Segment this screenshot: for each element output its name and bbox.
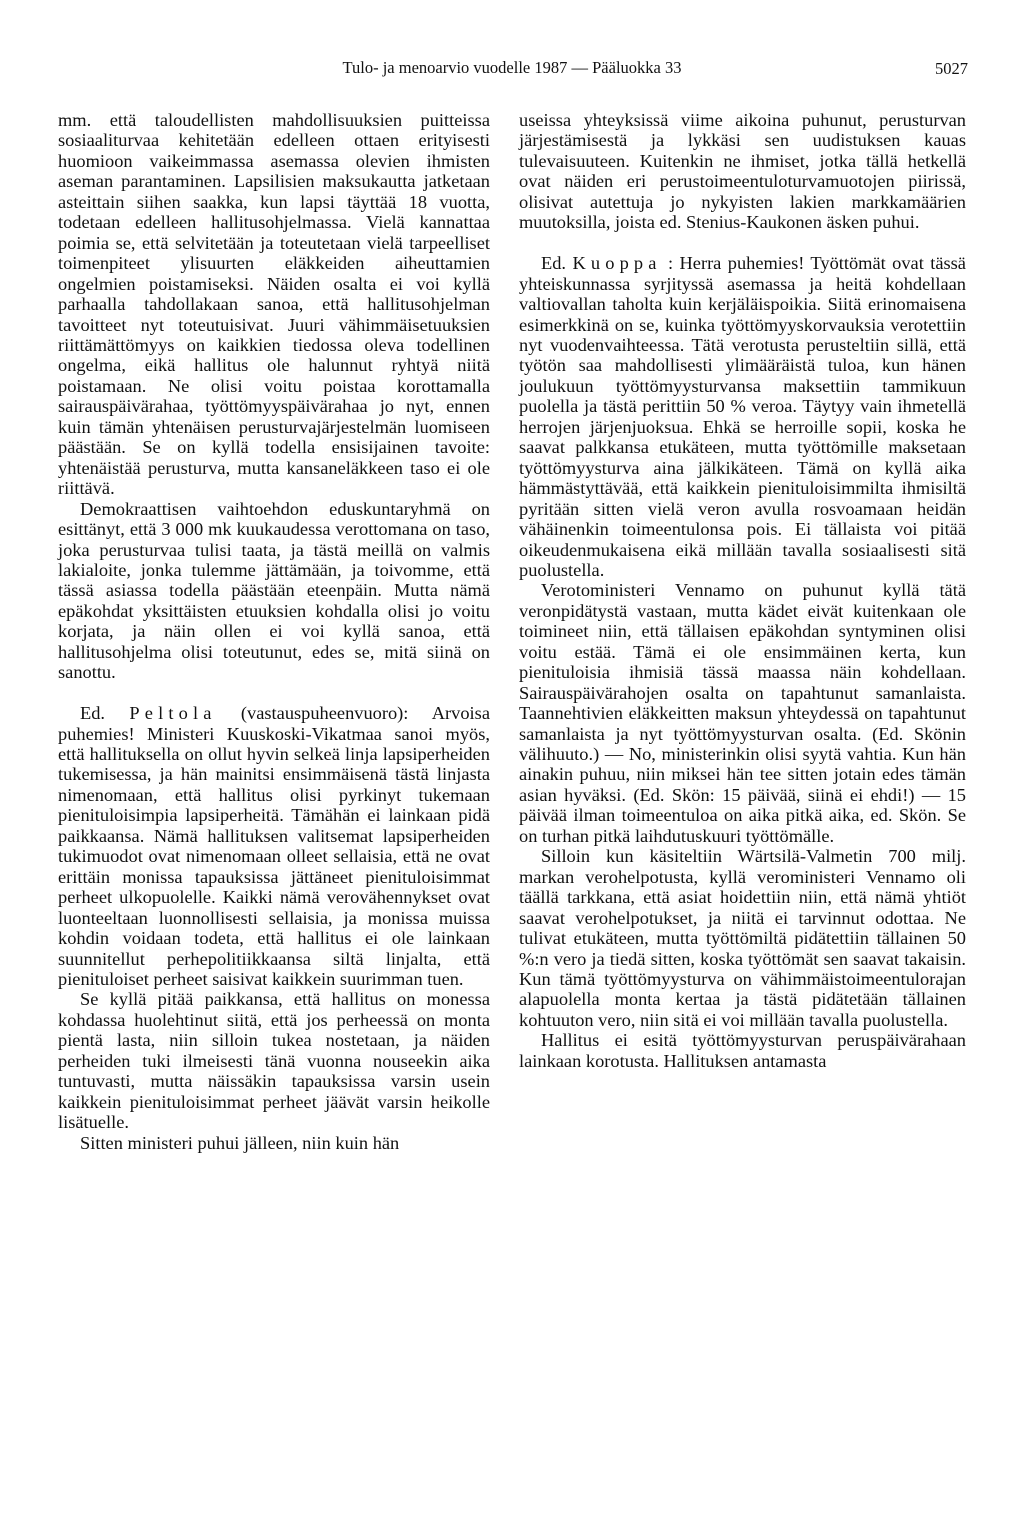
speech-text: : Herra puhemies! Työttömät ovat tässä yhteiskunnassa syrjitys​sä asemassa ja heitä kohdellaan valtiovallan taholta kuin kerjäläispoikia. Siitä erinomaisena esimerkkinä on se, kuinka työttömyyskorvauksia verotettiin nyt vuodenvaihteessa. Tätä verotusta perusteltiin sillä, että työtön saa mahdollisesti ylimääräistä tuloa, kun hänen joulukuun työttömyysturvansa maksettiin tammikuun puolella ja tästä perittiin 50 % veroa. Täytyy vain ihmetellä herrojen järjenjuoksua. Ehkä se herroille sopii, koska he saavat palkkansa etukäteen, mutta työttömille maksetaan työttömyysturva aina jälkikäteen. Tämä on kyllä aika hämmästyttävää, että kaikkein pienituloisimmilta ihmisiltä pyritään sitten vielä veron avulla rosvoamaan heidän vähäinenkin toimeentulonsa pois. Ei tällaista voi pitää oikeudenmukaisena eikä millään tavalla sosiaalisesti sitä puolustella. bbox=[519, 253, 966, 580]
speech-paragraph bbox=[58, 703, 490, 989]
page-number: 5027 bbox=[935, 59, 968, 78]
paragraph: Silloin kun käsiteltiin Wärtsilä-Valmetin 700 milj. markan verohelpotusta, kyllä veroministeri Vennamo oli täällä tarkkana, että asiat hoidettiin niin, että nämä yhtiöt saavat verohelpotukset, ja niitä ei tarvinnut odottaa. Ne tulivat etukäteen, mutta työttömiltä pidätettiin tällainen 50 %:n vero ja tiedä sitten, koska työttömät sen saavat takaisin. Kun tämä työttömyysturva on vähimmäistoimeentulorajan alapuolella monta kertaa ja tästä pidätetään tällainen kohtuuton vero, niin sitä ei voi millään tavalla puolustella. bbox=[519, 846, 966, 1030]
speech-paragraph bbox=[519, 253, 966, 580]
paragraph: Demokraattisen vaihtoehdon eduskuntaryhmä on esittänyt, että 3 000 mk kuukaudessa verottomana on taso, joka perusturvaa tulisi taata, ja tästä meillä on valmis lakialoite, jonka tulemme jättämään, ja toivomme, että tässä asiassa todella päästään eteenpäin. Mutta nämä epäkohdat yksittäisten etuuksien kohdalla olisi jo voitu korjata, ja näin ollen ei voi kyllä sanoa, että hallitusohjelma olisi toteutunut, edes se, mitä siinä on sanottu. bbox=[58, 498, 490, 683]
paragraph: Se kyllä pitää paikkansa, että hallitus on monessa kohdassa huolehtinut siitä, että jos perheessä on monta pientä lasta, niin silloin tukea nostetaan, ja näiden perheiden tuki ilmeisesti tänä vuonna nouseekin aika tuntuvasti, mutta näissäkin tapauksissa varsin usein kaikkein pienituloisimmat perheet jäävät varsin heikolle lisätuelle. bbox=[58, 989, 490, 1133]
paragraph: Verotoministeri Vennamo on puhunut kyllä tätä veronpidätystä vastaan, mutta kädet eivät kuitenkaan ole toimineet niin, että tällaisen epäkohdan syntyminen olisi voitu estää. Tämä ei ole ensimmäinen kerta, kun pienituloisia ihmisiä tässä maassa näin kohdellaan. Sairauspäivärahojen osalta on tapahtunut samanlaista. Taannehtivien eläkkeitten maksun yhteydessä on tapahtunut samanlaista ja nyt työttömyysturvan osalta. (Ed. Skönin välihuuto.) — No, ministerinkin olisi syytä vahtia. Kun hän ainakin puhuu, niin miksei hän tee sitten jotain edes tämän asian hyväksi. (Ed. Skön: 15 päivää, siinä ei ehdi!) — 15 päivää ilman toimeentuloa on aika pitkä aika, ed. Skön. Se on turhan pitkä laihdutuskuuri työttömälle. bbox=[519, 580, 966, 846]
left-column bbox=[58, 110, 490, 1153]
paragraph: Hallitus ei esitä työttömyysturvan peruspäivärahaan lainkaan korotusta. Hallituksen antamasta bbox=[519, 1030, 966, 1071]
running-title: Tulo- ja menoarvio vuodelle 1987 — Pääluokka 33 bbox=[342, 58, 682, 77]
paragraph: mm. että taloudellisten mahdollisuuksien puitteissa sosiaaliturvaa kehitetään edelleen ottaen erityisesti huomioon vaikeimmassa asemassa olevien ihmisten aseman parantaminen. Lapsilisien maksukautta jatketaan asteittain siihen saakka, kun lapsi täyttää 18 vuotta, todetaan edelleen hallitusohjelmassa. Vielä kannattaa poimia se, että selvitetään ja toteutetaan vielä tarpeelliset toimenpiteet ylisuurten eläkkeiden aiheuttamien ongelmien poistamiseksi. Näiden osalta ei voi kyllä parhaalla tahdollakaan sanoa, että hallitusohjelman tavoitteet nyt toteutuisivat. Juuri vähimmäisetuuksien riittämättömyys on kaikkien tiedossa oleva todellinen ongelma, eikä hallitus ole halunnut ryhtyä niitä poistamaan. Ne olisi voitu poistaa korottamalla sairauspäivärahaa, työttömyyspäivärahaa jo nyt, ennen kuin tämän yhtenäisen perusturvajärjestelmän luomiseen päästään. Se on kyllä todella ensisijainen tavoite: yhtenäistää perusturva, mutta kansaneläkkeen taso ei ole riittävä. bbox=[58, 110, 490, 499]
speaker-name: Kuoppa bbox=[572, 253, 662, 274]
speaker-prefix: Ed. bbox=[80, 703, 106, 724]
speaker-name: Peltola bbox=[129, 703, 217, 724]
speaker-prefix: Ed. bbox=[541, 253, 567, 274]
paragraph: useissa yhteyksissä viime aikoina puhunut, perusturvan järjestämisestä ja lykkäsi sen uudistuksen kauas tulevaisuuteen. Kuitenkin ne ihmiset, jotka tällä hetkellä ovat näiden eri perustoimeentuloturvamuotojen piirissä, olisivat autettuja jo nykyisten lakien markkamäärien muutoksilla, joista ed. Stenius-Kaukonen äsken puhui. bbox=[519, 110, 966, 233]
right-column bbox=[519, 110, 966, 1071]
page-header bbox=[0, 58, 1024, 82]
paragraph: Sitten ministeri puhui jälleen, niin kuin hän bbox=[80, 1132, 400, 1153]
speech-text: (vastauspuheenvuoro): Arvoisa puhemies! Ministeri Kuuskoski-Vikatmaa sanoi myös, että hallituksella on ollut hyvin selkeä linja lapsiperheiden tukemisessa, ja hän mainitsi ensimmäisenä tästä linjasta nimenomaan, että hallitus olisi pyrkinyt tukemaan pienituloisimpia lapsiperheitä. Tämähän ei lainkaan pidä paikkaansa. Nämä hallituksen valitsemat lapsiperheiden tukimuodot ovat nimenomaan olleet sellaisia, että ne ovat erittäin monissa tapauksissa jättäneet pienituloisimmat perheet ulkopuolelle. Kaikki nämä verovähennykset ovat luonteeltaan luonnollisesti sellaisia, ja monissa muissa kohdin voidaan todeta, että hallitus ei ole lainkaan suunnitellut perhepolitiikkaansa siltä linjalta, että pienituloiset perheet saisivat kaikkein suurimman tuen. bbox=[58, 703, 490, 990]
